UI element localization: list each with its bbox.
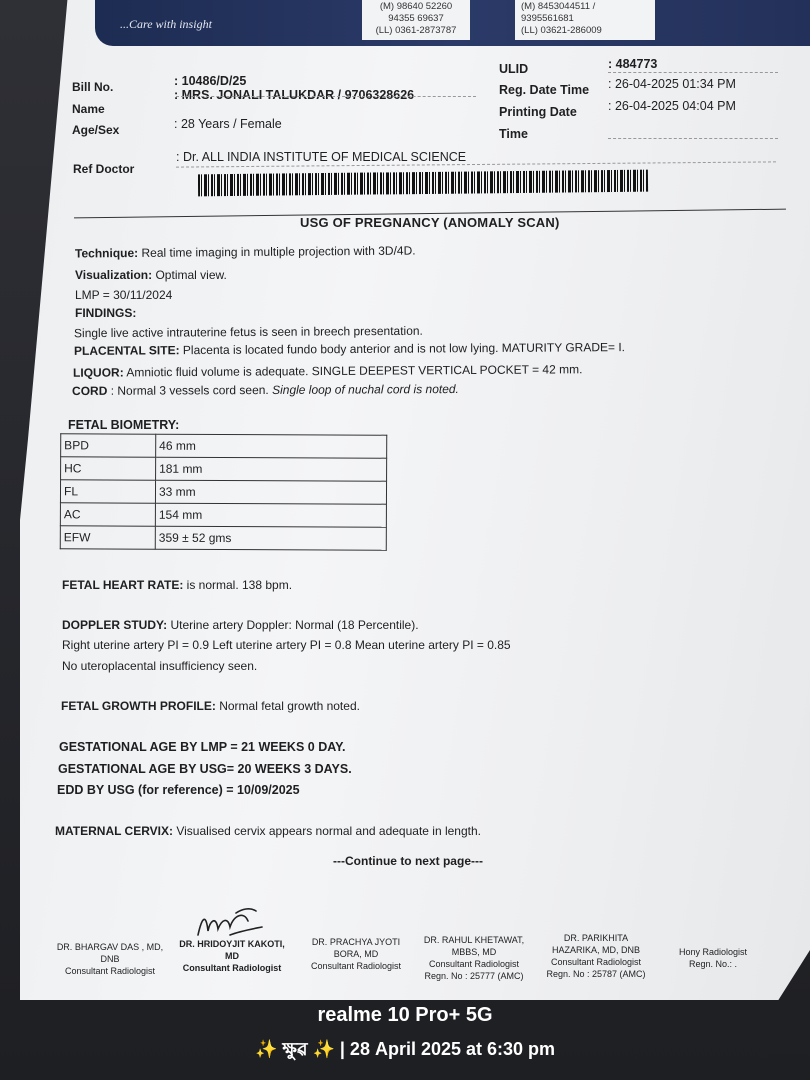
table-row (60, 480, 386, 504)
report-title: USG OF PREGNANCY (ANOMALY SCAN) (300, 215, 560, 230)
printing-date-value: : 26-04-2025 04:04 PM (608, 99, 736, 113)
contact-box-2 (515, 0, 655, 40)
camera-watermark-datetime: ✨ ক্ষুৱ ✨ | 28 April 2025 at 6:30 pm (254, 1039, 556, 1059)
ref-doctor-value: : Dr. ALL INDIA INSTITUTE OF MEDICAL SCIENCE (176, 150, 467, 164)
ga-lmp-line: GESTATIONAL AGE BY LMP = 21 WEEKS 0 DAY. (59, 740, 346, 754)
contact-line: 94355 69637 (388, 13, 444, 24)
placental-label: PLACENTAL SITE: (73, 343, 180, 358)
contact-line: (LL) 0361-2873787 (375, 25, 457, 36)
liquor-value: Amniotic fluid volume is adequate. SINGLE DEEPEST VERTICAL POCKET = 42 mm. (123, 362, 583, 380)
name-value: : MRS. JONALI TALUKDAR / 9706328626 (174, 88, 415, 102)
name-label: Name (72, 102, 105, 116)
fetal-biometry-table (60, 433, 388, 550)
cervix-label: MATERNAL CERVIX: (55, 824, 174, 838)
doctor-name: DR. RAHUL KHETAWAT, (423, 935, 525, 945)
doctor-qualification: MBBS, MD (451, 947, 497, 957)
doctor-name: DR. PRACHYA JYOTI (311, 937, 401, 947)
edd-line: EDD BY USG (for reference) = 10/09/2025 (57, 783, 300, 797)
doctor-name: DR. BHARGAV DAS , MD, (56, 942, 164, 952)
divider (608, 138, 778, 139)
camera-watermark-device: realme 10 Pro+ 5G (317, 1004, 493, 1026)
liquor-label: LIQUOR: (72, 365, 124, 380)
biometry-value: 181 mm (156, 457, 387, 481)
ulid-value: : 484773 (608, 57, 658, 71)
ref-doctor-label: Ref Doctor (73, 162, 135, 176)
ulid-label: ULID (499, 62, 529, 76)
printing-date-label: Printing Date (499, 105, 577, 119)
cord-line (72, 382, 459, 398)
doctor-role: Consultant Radiologist (310, 961, 402, 971)
reg-date-value: : 26-04-2025 01:34 PM (608, 77, 736, 91)
biometry-value: 33 mm (155, 480, 386, 504)
biometry-value: 359 ± 52 gms (155, 526, 386, 550)
fhr-label: FETAL HEART RATE: (62, 578, 184, 592)
growth-value: Normal fetal growth noted. (215, 699, 360, 713)
doppler-line (62, 618, 419, 632)
fhr-value: is normal. 138 bpm. (183, 578, 293, 592)
doppler-label: DOPPLER STUDY: (62, 618, 168, 632)
continue-note: ---Continue to next page--- (333, 854, 483, 868)
cervix-line (55, 824, 481, 838)
reg-date-label: Reg. Date Time (499, 83, 590, 97)
doppler-pi-line: Right uterine artery PI = 0.9 Left uterine artery PI = 0.8 Mean uterine artery PI = 0.85 (62, 638, 511, 652)
biometry-key: HC (61, 457, 156, 480)
visualization-label: Visualization: (75, 268, 153, 282)
doctor-name: DR. HRIDOYJIT KAKOTI, (179, 939, 285, 949)
table-row (60, 503, 386, 527)
cord-nuchal-note: Single loop of nuchal cord is noted. (272, 381, 459, 397)
ga-usg-line: GESTATIONAL AGE BY USG= 20 WEEKS 3 DAYS. (58, 762, 352, 776)
lmp-line: LMP = 30/11/2024 (75, 288, 173, 302)
doctor-block-5 (536, 932, 656, 980)
contact-line: (LL) 03621-286009 (521, 25, 602, 36)
growth-label: FETAL GROWTH PROFILE: (61, 699, 216, 713)
table-row (61, 434, 387, 458)
barcode (198, 170, 648, 197)
doctor-role: Hony Radiologist (678, 947, 748, 957)
visualization-value: Optimal view. (152, 268, 227, 282)
bill-no-label: Bill No. (72, 80, 114, 94)
technique-label: Technique: (74, 245, 139, 261)
doctor-role: Consultant Radiologist (182, 963, 282, 973)
age-sex-value: : 28 Years / Female (174, 117, 282, 131)
doctor-registration: Regn. No : 25787 (AMC) (546, 969, 646, 979)
age-sex-label: Age/Sex (72, 123, 120, 137)
findings-presentation: Single live active intrauterine fetus is seen in breech presentation. (73, 323, 423, 341)
divider (608, 72, 778, 73)
technique-value: Real time imaging in multiple projection with 3D/4D. (138, 243, 416, 260)
visualization-line (75, 268, 227, 282)
table-row (61, 457, 387, 481)
bill-no-value: : 10486/D/25 (174, 74, 247, 88)
doppler-conclusion: No uteroplacental insufficiency seen. (62, 659, 258, 673)
doctor-qualification: DNB (100, 954, 120, 964)
technique-line (75, 244, 416, 261)
doctor-block-6 (668, 946, 758, 970)
findings-heading: FINDINGS: (75, 306, 137, 320)
biometry-key: FL (60, 480, 155, 503)
growth-profile-line (61, 699, 360, 713)
doctor-block-2 (170, 938, 294, 974)
table-row (60, 526, 386, 550)
biometry-key: AC (60, 503, 155, 526)
placental-value: Placenta is located fundo body anterior and is not low lying. MATURITY GRADE= I. (179, 340, 626, 358)
doctor-role: Consultant Radiologist (428, 959, 520, 969)
doctor-registration: Regn. No : 25777 (AMC) (424, 971, 524, 981)
doctor-block-1 (52, 941, 168, 977)
doctor-qualification: MD (225, 951, 239, 961)
fetal-heart-rate-line (62, 578, 292, 592)
biometry-value: 154 mm (155, 503, 386, 527)
cord-label: CORD (71, 383, 108, 399)
biometry-value: 46 mm (156, 434, 387, 458)
time-label: Time (499, 127, 528, 141)
divider (176, 96, 476, 97)
doctor-registration: Regn. No.: . (688, 959, 738, 969)
doctor-role: Consultant Radiologist (64, 966, 156, 976)
doctor-qualification: BORA, MD (333, 949, 379, 959)
fetal-biometry-title: FETAL BIOMETRY: (68, 418, 180, 432)
cervix-value: Visualised cervix appears normal and adequate in length. (173, 824, 481, 838)
letterhead-tagline: ...Care with insight (120, 17, 212, 31)
doppler-value: Uterine artery Doppler: Normal (18 Percentile). (167, 618, 419, 632)
cord-value: : Normal 3 vessels cord seen. (107, 382, 273, 398)
doctor-block-4 (414, 934, 534, 982)
doctor-role: Consultant Radiologist (550, 957, 642, 967)
doctor-name: DR. PARIKHITA (563, 933, 629, 943)
doctor-qualification: HAZARIKA, MD, DNB (551, 945, 640, 955)
doctor-block-3 (298, 936, 414, 972)
contact-box-1 (362, 0, 470, 40)
contact-line: (M) 98640 52260 (379, 1, 453, 12)
contact-line: (M) 8453044511 / 9395561681 (521, 1, 596, 24)
biometry-key: BPD (61, 434, 156, 457)
biometry-key: EFW (60, 526, 155, 549)
